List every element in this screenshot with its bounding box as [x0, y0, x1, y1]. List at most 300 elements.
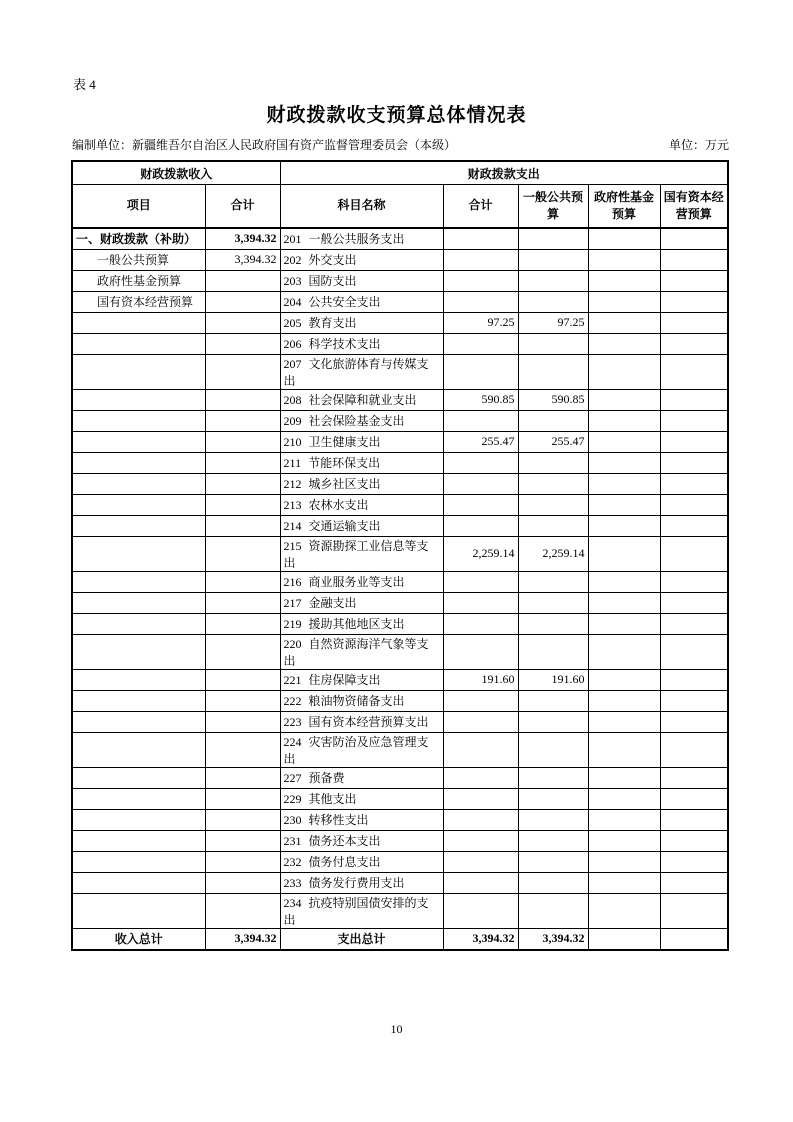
income-item-cell [72, 389, 205, 410]
general-public-cell [518, 711, 588, 732]
income-total-cell [205, 669, 280, 690]
subject-name: 自然资源海洋气象等支出 [283, 636, 429, 668]
subject-cell [280, 473, 443, 494]
general-public-cell: 97.25 [518, 312, 588, 333]
subject-name: 交通运输支出 [308, 519, 381, 533]
income-total-cell [205, 732, 280, 767]
subject-name: 粮油物资储备支出 [308, 694, 405, 708]
state-capital-cell [660, 270, 728, 291]
income-item-cell [72, 452, 205, 473]
general-public-cell [518, 788, 588, 809]
subject-name: 公共安全支出 [308, 295, 381, 309]
subject-code: 202 [283, 253, 302, 267]
subject-cell [280, 830, 443, 851]
expense-total-cell [443, 270, 518, 291]
govt-fund-cell [588, 711, 660, 732]
govt-fund-cell [588, 312, 660, 333]
expense-total-cell [443, 893, 518, 928]
income-item-cell [72, 690, 205, 711]
state-capital-cell [660, 354, 728, 389]
table-row [72, 788, 728, 809]
general-public-cell [518, 473, 588, 494]
state-capital-cell [660, 830, 728, 851]
income-item-cell: 一般公共预算 [72, 249, 205, 270]
table-row [72, 536, 728, 571]
govt-fund-cell [588, 228, 660, 249]
govt-fund-cell [588, 851, 660, 872]
general-public-cell [518, 732, 588, 767]
general-public-cell [518, 515, 588, 536]
income-item-cell [72, 312, 205, 333]
expense-total-cell: 255.47 [443, 431, 518, 452]
general-public-cell [518, 333, 588, 354]
table-row [72, 893, 728, 928]
govt-fund-cell [588, 291, 660, 312]
income-total-cell [205, 690, 280, 711]
expense-total-cell [443, 613, 518, 634]
subject-name: 国有资本经营预算支出 [308, 715, 429, 729]
table-row [72, 410, 728, 431]
income-item-cell: 国有资本经营预算 [72, 291, 205, 312]
subject-code: 201 [283, 232, 302, 247]
total-row [72, 928, 728, 950]
subject-code: 216 [283, 575, 302, 589]
expense-total-label: 支出总计 [280, 928, 443, 950]
col-header-item: 项目 [72, 185, 205, 229]
income-total-cell [205, 270, 280, 291]
expense-total-cell [443, 291, 518, 312]
govt-fund-cell [588, 767, 660, 788]
expense-total-cell: 97.25 [443, 312, 518, 333]
govt-fund-cell [588, 270, 660, 291]
income-item-cell [72, 494, 205, 515]
state-capital-cell [660, 515, 728, 536]
state-capital-cell [660, 473, 728, 494]
income-item-cell [72, 571, 205, 592]
expense-total-cell [443, 333, 518, 354]
table-row [72, 333, 728, 354]
expense-total-value: 3,394.32 [443, 928, 518, 950]
general-public-cell [518, 690, 588, 711]
general-public-cell [518, 452, 588, 473]
subject-cell [280, 312, 443, 333]
income-total-cell [205, 613, 280, 634]
govt-fund-cell [588, 452, 660, 473]
subject-cell [280, 333, 443, 354]
table-row [72, 592, 728, 613]
income-item-cell [72, 473, 205, 494]
meta-row [72, 138, 729, 152]
table-row [72, 711, 728, 732]
income-total-cell [205, 634, 280, 669]
income-total-cell [205, 571, 280, 592]
expense-total-cell [443, 452, 518, 473]
state-capital-cell [660, 634, 728, 669]
subject-cell [280, 515, 443, 536]
page-title: 财政拨款收支预算总体情况表 [266, 105, 527, 126]
subject-name: 债务还本支出 [308, 834, 381, 848]
subject-cell [280, 571, 443, 592]
general-public-cell [518, 410, 588, 431]
expense-total-cell [443, 515, 518, 536]
subject-name: 教育支出 [308, 316, 357, 330]
income-total-cell [205, 893, 280, 928]
subject-name: 债务发行费用支出 [308, 876, 405, 890]
subject-name: 文化旅游体育与传媒支出 [283, 356, 429, 388]
table-row [72, 830, 728, 851]
subject-name: 灾害防治及应急管理支出 [283, 734, 429, 766]
income-total-cell [205, 788, 280, 809]
income-total-cell [205, 536, 280, 571]
expense-total-cell [443, 711, 518, 732]
subject-code: 232 [283, 855, 302, 869]
col-header-subject: 科目名称 [280, 185, 443, 229]
general-public-cell [518, 634, 588, 669]
govt-fund-cell [588, 830, 660, 851]
income-total-cell [205, 354, 280, 389]
income-item-cell [72, 354, 205, 389]
expense-total-cell [443, 830, 518, 851]
income-total-cell [205, 389, 280, 410]
table-row [72, 354, 728, 389]
subject-cell [280, 228, 443, 249]
subject-code: 221 [283, 673, 302, 687]
table-row [72, 515, 728, 536]
govt-fund-cell [588, 669, 660, 690]
table-row [72, 613, 728, 634]
income-total-cell: 3,394.32 [205, 228, 280, 249]
subject-cell [280, 494, 443, 515]
table-number-label: 表 4 [73, 77, 96, 92]
general-public-cell [518, 270, 588, 291]
income-total-cell [205, 515, 280, 536]
income-total-cell [205, 851, 280, 872]
general-public-cell [518, 494, 588, 515]
govt-fund-cell [588, 872, 660, 893]
state-capital-cell [660, 690, 728, 711]
table-row [72, 571, 728, 592]
govt-fund-cell [588, 893, 660, 928]
subject-cell [280, 711, 443, 732]
expense-total-cell: 590.85 [443, 389, 518, 410]
table-row [72, 270, 728, 291]
income-item-cell [72, 809, 205, 830]
govt-fund-cell [588, 592, 660, 613]
income-total-value: 3,394.32 [205, 928, 280, 950]
income-item-cell [72, 872, 205, 893]
general-public-cell [518, 249, 588, 270]
general-public-cell [518, 872, 588, 893]
state-capital-cell [660, 732, 728, 767]
income-item-cell: 一、财政拨款（补助） [72, 228, 205, 249]
subject-code: 234 [283, 895, 302, 910]
state-capital-cell [660, 249, 728, 270]
group-header-row [72, 161, 728, 185]
income-item-cell [72, 711, 205, 732]
subject-code: 203 [283, 274, 302, 288]
state-capital-cell [660, 333, 728, 354]
subject-code: 205 [283, 316, 302, 330]
table-row [72, 431, 728, 452]
expense-total-cell [443, 410, 518, 431]
state-capital-cell [660, 893, 728, 928]
general-public-total-value: 3,394.32 [518, 928, 588, 950]
expense-total-cell [443, 732, 518, 767]
table-row [72, 249, 728, 270]
subject-name: 卫生健康支出 [308, 435, 381, 449]
expense-total-cell [443, 872, 518, 893]
expense-total-cell [443, 228, 518, 249]
table-row [72, 312, 728, 333]
subject-name: 节能环保支出 [308, 456, 381, 470]
subject-code: 219 [283, 617, 302, 631]
income-item-cell [72, 634, 205, 669]
subject-code: 207 [283, 356, 302, 371]
income-total-cell [205, 452, 280, 473]
subject-name: 一般公共服务支出 [308, 232, 405, 247]
page-number: 10 [390, 1022, 403, 1036]
income-item-cell [72, 431, 205, 452]
subject-name: 社会保障和就业支出 [308, 393, 417, 407]
subject-code: 210 [283, 435, 302, 449]
subject-cell [280, 788, 443, 809]
subject-cell [280, 270, 443, 291]
expense-total-cell [443, 473, 518, 494]
subject-code: 231 [283, 834, 302, 848]
subject-code: 208 [283, 393, 302, 407]
income-item-cell [72, 333, 205, 354]
govt-fund-cell [588, 634, 660, 669]
subject-code: 227 [283, 771, 302, 785]
table-row [72, 732, 728, 767]
subject-cell [280, 431, 443, 452]
general-public-cell [518, 851, 588, 872]
subject-name: 城乡社区支出 [308, 477, 381, 491]
general-public-cell [518, 613, 588, 634]
state-capital-cell [660, 312, 728, 333]
expense-group-header: 财政拨款支出 [280, 161, 728, 185]
subject-code: 215 [283, 538, 302, 553]
general-public-cell: 2,259.14 [518, 536, 588, 571]
subject-name: 外交支出 [308, 253, 357, 267]
general-public-cell [518, 354, 588, 389]
table-row [72, 690, 728, 711]
table-row [72, 389, 728, 410]
govt-fund-cell [588, 536, 660, 571]
general-public-cell: 255.47 [518, 431, 588, 452]
general-public-cell [518, 767, 588, 788]
subject-cell [280, 291, 443, 312]
state-capital-cell [660, 592, 728, 613]
govt-fund-cell [588, 571, 660, 592]
state-capital-cell [660, 410, 728, 431]
state-capital-cell [660, 431, 728, 452]
subject-code: 209 [283, 414, 302, 428]
govt-fund-cell [588, 613, 660, 634]
subject-name: 其他支出 [308, 792, 357, 806]
subject-cell [280, 767, 443, 788]
income-item-cell [72, 536, 205, 571]
income-item-cell [72, 893, 205, 928]
expense-total-cell [443, 634, 518, 669]
govt-fund-total-value [588, 928, 660, 950]
table-row [72, 634, 728, 669]
income-item-cell [72, 515, 205, 536]
income-total-cell [205, 872, 280, 893]
subject-cell [280, 452, 443, 473]
subject-name: 预备费 [308, 771, 345, 785]
state-capital-cell [660, 767, 728, 788]
state-capital-cell [660, 452, 728, 473]
subject-cell [280, 669, 443, 690]
income-item-cell [72, 851, 205, 872]
govt-fund-cell [588, 249, 660, 270]
state-capital-cell [660, 494, 728, 515]
income-total-cell [205, 410, 280, 431]
state-capital-cell [660, 389, 728, 410]
subject-cell [280, 389, 443, 410]
budget-table [71, 160, 729, 951]
income-total-cell [205, 592, 280, 613]
subject-cell [280, 354, 443, 389]
income-item-cell [72, 732, 205, 767]
income-total-cell [205, 473, 280, 494]
expense-total-cell [443, 354, 518, 389]
general-public-cell: 590.85 [518, 389, 588, 410]
subject-code: 230 [283, 813, 302, 827]
table-row [72, 452, 728, 473]
state-capital-total-value [660, 928, 728, 950]
general-public-cell [518, 592, 588, 613]
subject-code: 233 [283, 876, 302, 890]
expense-total-cell [443, 494, 518, 515]
expense-total-cell [443, 592, 518, 613]
subject-code: 206 [283, 337, 302, 351]
subject-cell [280, 634, 443, 669]
state-capital-cell [660, 851, 728, 872]
expense-total-cell [443, 767, 518, 788]
subject-cell [280, 536, 443, 571]
subject-name: 科学技术支出 [308, 337, 381, 351]
general-public-cell [518, 571, 588, 592]
subject-code: 212 [283, 477, 302, 491]
table-row [72, 851, 728, 872]
subject-cell [280, 732, 443, 767]
table-row [72, 228, 728, 249]
subject-name: 资源勘探工业信息等支出 [283, 538, 429, 570]
subject-code: 223 [283, 715, 302, 729]
state-capital-cell [660, 809, 728, 830]
income-item-cell [72, 830, 205, 851]
expense-total-cell [443, 571, 518, 592]
col-header-govt-fund-budget: 政府性基金预算 [588, 185, 660, 229]
subject-cell [280, 851, 443, 872]
expense-total-cell [443, 249, 518, 270]
income-item-cell [72, 767, 205, 788]
subject-code: 229 [283, 792, 302, 806]
table-row [72, 473, 728, 494]
govt-fund-cell [588, 515, 660, 536]
expense-total-cell [443, 851, 518, 872]
income-total-cell [205, 809, 280, 830]
subject-code: 204 [283, 295, 302, 309]
column-header-row [72, 185, 728, 229]
income-item-cell [72, 788, 205, 809]
expense-total-cell [443, 788, 518, 809]
subject-code: 222 [283, 694, 302, 708]
govt-fund-cell [588, 431, 660, 452]
subject-code: 220 [283, 636, 302, 651]
subject-name: 社会保险基金支出 [308, 414, 405, 428]
income-total-cell [205, 767, 280, 788]
general-public-cell: 191.60 [518, 669, 588, 690]
income-item-cell [72, 410, 205, 431]
income-total-cell [205, 333, 280, 354]
state-capital-cell [660, 536, 728, 571]
income-total-cell [205, 312, 280, 333]
table-row [72, 291, 728, 312]
subject-cell [280, 872, 443, 893]
table-row [72, 494, 728, 515]
income-item-cell [72, 613, 205, 634]
govt-fund-cell [588, 732, 660, 767]
govt-fund-cell [588, 473, 660, 494]
table-row [72, 669, 728, 690]
subject-name: 转移性支出 [308, 813, 369, 827]
general-public-cell [518, 893, 588, 928]
subject-code: 211 [283, 456, 302, 470]
govt-fund-cell [588, 410, 660, 431]
govt-fund-cell [588, 494, 660, 515]
general-public-cell [518, 809, 588, 830]
prepared-by-label: 编制单位：新疆维吾尔自治区人民政府国有资产监督管理委员会（本级） [72, 138, 457, 152]
state-capital-cell [660, 711, 728, 732]
income-total-cell [205, 711, 280, 732]
expense-total-cell [443, 690, 518, 711]
col-header-income-total: 合计 [205, 185, 280, 229]
income-total-cell [205, 830, 280, 851]
govt-fund-cell [588, 809, 660, 830]
income-group-header: 财政拨款收入 [72, 161, 280, 185]
subject-code: 224 [283, 734, 302, 749]
income-total-label: 收入总计 [72, 928, 205, 950]
income-total-cell [205, 291, 280, 312]
govt-fund-cell [588, 389, 660, 410]
subject-name: 抗疫特别国债安排的支出 [283, 895, 429, 927]
subject-code: 213 [283, 498, 302, 512]
income-total-cell [205, 431, 280, 452]
income-total-cell [205, 494, 280, 515]
table-row [72, 767, 728, 788]
state-capital-cell [660, 571, 728, 592]
subject-cell [280, 249, 443, 270]
subject-code: 217 [283, 596, 302, 610]
subject-name: 金融支出 [308, 596, 357, 610]
income-total-cell: 3,394.32 [205, 249, 280, 270]
expense-total-cell: 191.60 [443, 669, 518, 690]
govt-fund-cell [588, 788, 660, 809]
col-header-expense-total: 合计 [443, 185, 518, 229]
subject-cell [280, 410, 443, 431]
state-capital-cell [660, 613, 728, 634]
subject-name: 商业服务业等支出 [308, 575, 405, 589]
subject-cell [280, 613, 443, 634]
subject-name: 债务付息支出 [308, 855, 381, 869]
col-header-state-capital-budget: 国有资本经营预算 [660, 185, 728, 229]
income-item-cell [72, 669, 205, 690]
general-public-cell [518, 228, 588, 249]
govt-fund-cell [588, 333, 660, 354]
